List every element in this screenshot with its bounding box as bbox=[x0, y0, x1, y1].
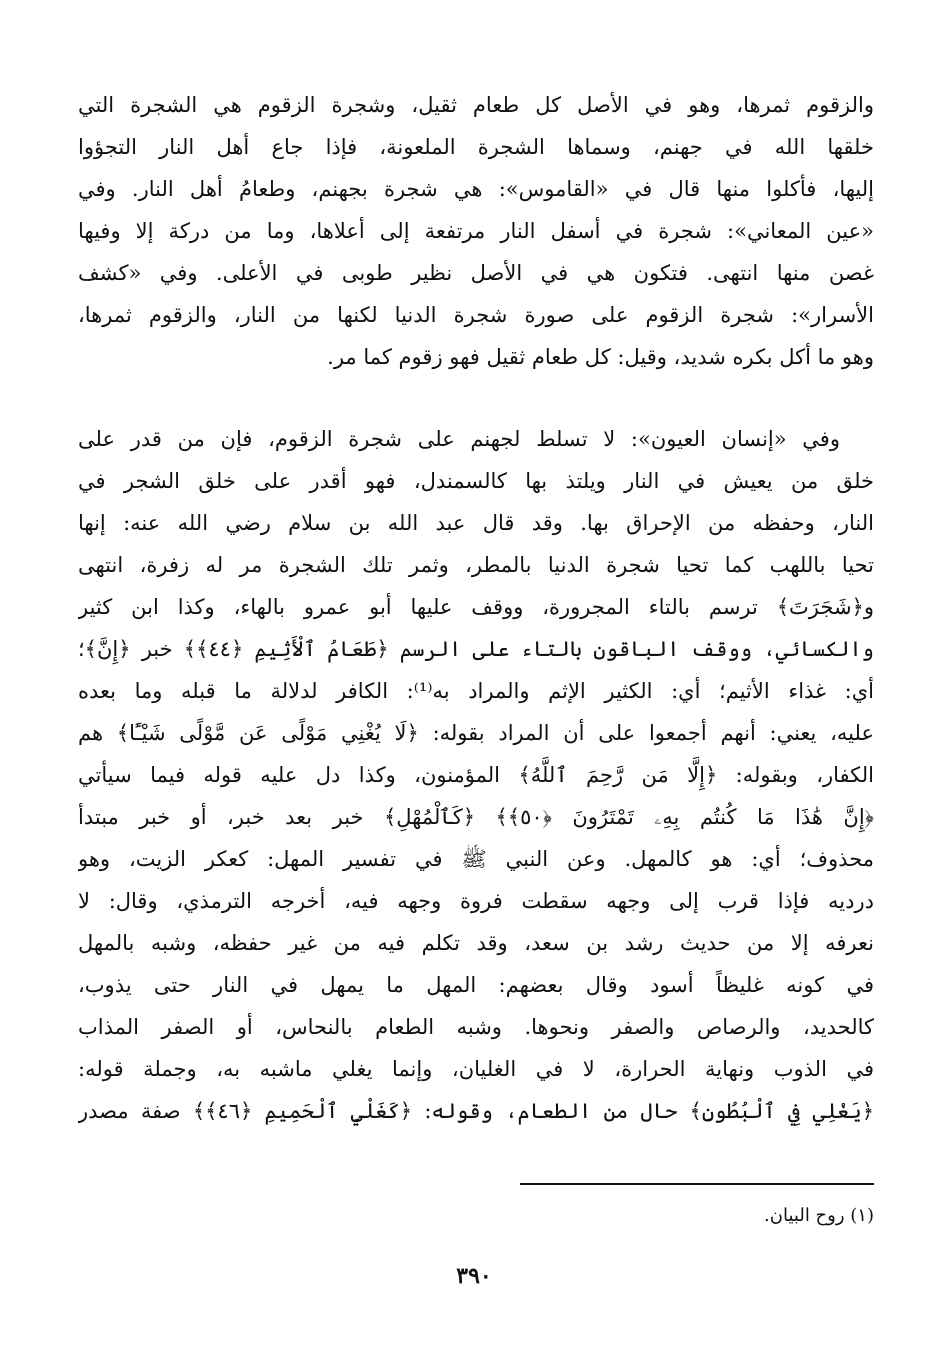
text-line: عليه، يعني: أنهم أجمعوا على أن المراد بقوله: ﴿لَا يُغْنِي مَوْلًى عَن مَّوْلًى شَيْـًٔا﴾ هم bbox=[78, 721, 874, 745]
text-line: خلقها الله في جهنم، وسماها الشجرة الملعونة، فإذا جاع أهل النار التجؤوا bbox=[78, 135, 874, 159]
paragraph-2 bbox=[78, 418, 874, 1132]
text-line: إليها، فأكلوا منها قال في «القاموس»: هي شجرة بجهنم، وطعامُ أهل النار. وفي bbox=[78, 177, 874, 201]
text-line: و﴿شَجَرَتَ﴾ ترسم بالتاء المجرورة، ووقف عليها أبو عمرو بالهاء، وكذا ابن كثير bbox=[78, 595, 874, 619]
text-line: كالحديد، والرصاص والصفر ونحوها. وشبه الطعام بالنحاس، أو الصفر المذاب bbox=[78, 1015, 874, 1039]
footnote: (١) روح البيان. bbox=[764, 1205, 874, 1226]
footnote-divider bbox=[520, 1183, 874, 1185]
text-line: في الذوب ونهاية الحرارة، لا في الغليان، وإنما يغلي ماشبه به، وجملة قوله: bbox=[78, 1057, 874, 1081]
text-line: الكفار، وبقوله: ﴿إِلَّا مَن رَّحِمَ ٱللَّهُ﴾ المؤمنون، وكذا دل عليه قوله فيما سيأتي bbox=[78, 763, 874, 787]
text-line: ﴿يَغْلِي فِي ٱلْبُطُونِ﴾ حال من الطعام، وقوله: ﴿كَغَلْيِ ٱلْحَمِيمِ ﴿٤٦﴾﴾ صفة مصدر bbox=[78, 1099, 874, 1123]
text-line: درديه فإذا قرب إلى وجهه سقطت فروة وجهه فيه، أخرجه الترمذي، وقال: لا bbox=[78, 889, 874, 913]
text-line: والكسائي، ووقف الباقون بالتاء على الرسم ﴿طَعَامُ ٱلْأَثِيمِ ﴿٤٤﴾﴾ خبر ﴿إِنَّ﴾؛ bbox=[78, 637, 874, 661]
text-line: نعرفه إلا من حديث رشد بن سعد، وقد تكلم فيه من غير حفظه، وشبه بالمهل bbox=[78, 931, 874, 955]
text-line: وفي «إنسان العيون»: لا تسلط لجهنم على شجرة الزقوم، فإن من قدر على bbox=[78, 427, 840, 451]
page-number: ٣٩٠ bbox=[456, 1263, 492, 1289]
text-line: «عين المعاني»: شجرة في أسفل النار مرتفعة إلى أعلاها، وما من دركة إلا وفيها bbox=[78, 219, 874, 243]
text-line: النار، وحفظه من الإحراق بها. وقد قال عبد الله بن سلام رضي الله عنه: إنها bbox=[78, 511, 874, 535]
text-line: تحيا باللهب كما تحيا شجرة الدنيا بالمطر، وثمر تلك الشجرة مر له زفرة، انتهى bbox=[78, 553, 874, 577]
text-line: ﴿إِنَّ هَٰذَا مَا كُنتُم بِهِۦ تَمْتَرُونَ ﴿٥٠﴾﴾ ﴿كَٱلْمُهْلِ﴾ خبر بعد خبر، أو خبر مبتدأ bbox=[78, 805, 874, 829]
text-line: محذوف؛ أي: هو كالمهل. وعن النبي ﷺ في تفسير المهل: كعكر الزيت، وهو bbox=[78, 847, 874, 871]
text-line: أي: غذاء الأثيم؛ أي: الكثير الإثم والمراد به⁽¹⁾: الكافر لدلالة ما قبله وما بعده bbox=[78, 679, 874, 703]
text-line: وهو ما أكل بكره شديد، وقيل: كل طعام ثقيل فهو زقوم كما مر. bbox=[327, 345, 874, 369]
paragraph-1 bbox=[78, 84, 874, 378]
text-line: خلق من يعيش في النار ويلتذ بها كالسمندل، فهو أقدر على خلق الشجر في bbox=[78, 469, 874, 493]
text-line: والزقوم ثمرها، وهو في الأصل كل طعام ثقيل، وشجرة الزقوم هي الشجرة التي bbox=[78, 93, 874, 117]
text-line: غصن منها انتهى. فتكون هي في الأصل نظير طوبى في الأعلى. وفي «كشف bbox=[78, 261, 874, 285]
text-line: الأسرار»: شجرة الزقوم على صورة شجرة الدنيا لكنها من النار، والزقوم ثمرها، bbox=[78, 303, 874, 327]
text-line: في كونه غليظاً أسود وقال بعضهم: المهل ما يمهل في النار حتى يذوب، bbox=[78, 973, 874, 997]
